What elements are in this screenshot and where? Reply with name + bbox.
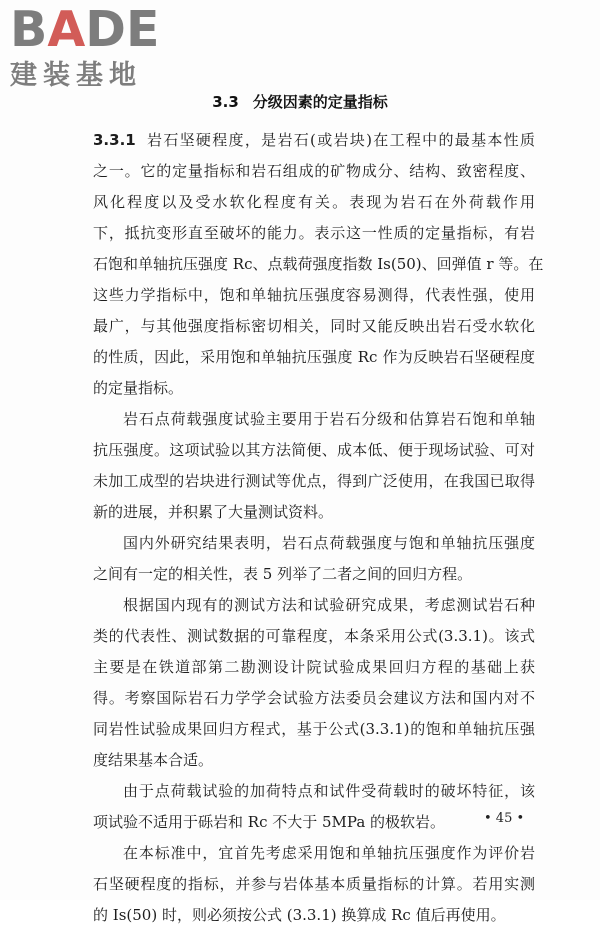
text-line: 抗压强度。这项试验以其方法简便、成本低、便于现场试验、可对 [93, 441, 535, 459]
section-number: 3.3 [212, 93, 239, 111]
text-line: 得。考察国际岩石力学学会试验方法委员会建议方法和国内对不 [93, 689, 535, 707]
section-title: 分级因素的定量指标 [252, 93, 388, 111]
body-text [93, 125, 544, 931]
text-line: 新的进展，并积累了大量测试资料。 [93, 503, 334, 521]
text-line: 主要是在铁道部第二勘测设计院试验成果回归方程的基础上获 [93, 658, 535, 676]
text-line: 国内外研究结果表明，岩石点荷载强度与饱和单轴抗压强度 [123, 534, 535, 552]
text-line: 项试验不适用于砾岩和 Rc 不大于 5MPa 的极软岩。 [93, 813, 446, 831]
text-line: 度结果基本合适。 [93, 751, 214, 769]
text-line: 风化程度以及受水软化程度有关。表现为岩石在外荷载作用 [93, 193, 535, 211]
text-line: 之间有一定的相关性，表 5 列举了二者之间的回归方程。 [93, 565, 473, 583]
text-line: 这些力学指标中，饱和单轴抗压强度容易测得，代表性强，使用 [93, 286, 535, 304]
watermark-logo [10, 1, 180, 92]
text-line: 由于点荷载试验的加荷特点和试件受荷载时的破坏特征，该 [123, 782, 535, 800]
text-line: 石坚硬程度的指标，并参与岩体基本质量指标的计算。若用实测 [93, 875, 535, 893]
text-line: 下，抵抗变形直至破坏的能力。表示这一性质的定量指标，有岩 [93, 224, 535, 242]
text-line: 的性质，因此，采用饱和单轴抗压强度 Rc 作为反映岩石坚硬程度 [93, 348, 535, 366]
page-number: • 45 • [484, 811, 525, 826]
text-line: 在本标准中，宜首先考虑采用饱和单轴抗压强度作为评价岩 [123, 844, 535, 862]
text-line: 同岩性试验成果回归方程式，基于公式(3.3.1)的饱和单轴抗压强 [93, 720, 535, 738]
text-line: 根据国内现有的测试方法和试验研究成果，考虑测试岩石种 [123, 596, 535, 614]
section-heading [0, 92, 600, 112]
logo-subtitle: 建装基地 [10, 60, 142, 91]
text-line: 最广，与其他强度指标密切相关，同时又能反映出岩石受水软化 [93, 317, 535, 335]
clause-number: 3.3.1 [93, 131, 136, 149]
text-line: 石饱和单轴抗压强度 Rc、点载荷强度指数 Is(50)、回弹值 r 等。在 [93, 255, 544, 273]
text-line: 的定量指标。 [93, 379, 184, 397]
logo-wordmark: BADE [10, 1, 160, 58]
text-line: 之一。它的定量指标和岩石组成的矿物成分、结构、致密程度、 [93, 162, 535, 180]
text-line: 岩石点荷载强度试验主要用于岩石分级和估算岩石饱和单轴 [123, 410, 535, 428]
text-line: 的 Is(50) 时，则必须按公式 (3.3.1) 换算成 Rc 值后再使用。 [93, 906, 506, 924]
text-line: 未加工成型的岩块进行测试等优点，得到广泛使用，在我国已取得 [93, 472, 535, 490]
text-line: 类的代表性、测试数据的可靠程度，本条采用公式(3.3.1)。该式 [93, 627, 535, 645]
text-line: 3.3.1 岩石坚硬程度，是岩石(或岩块)在工程中的最基本性质 [93, 131, 535, 149]
